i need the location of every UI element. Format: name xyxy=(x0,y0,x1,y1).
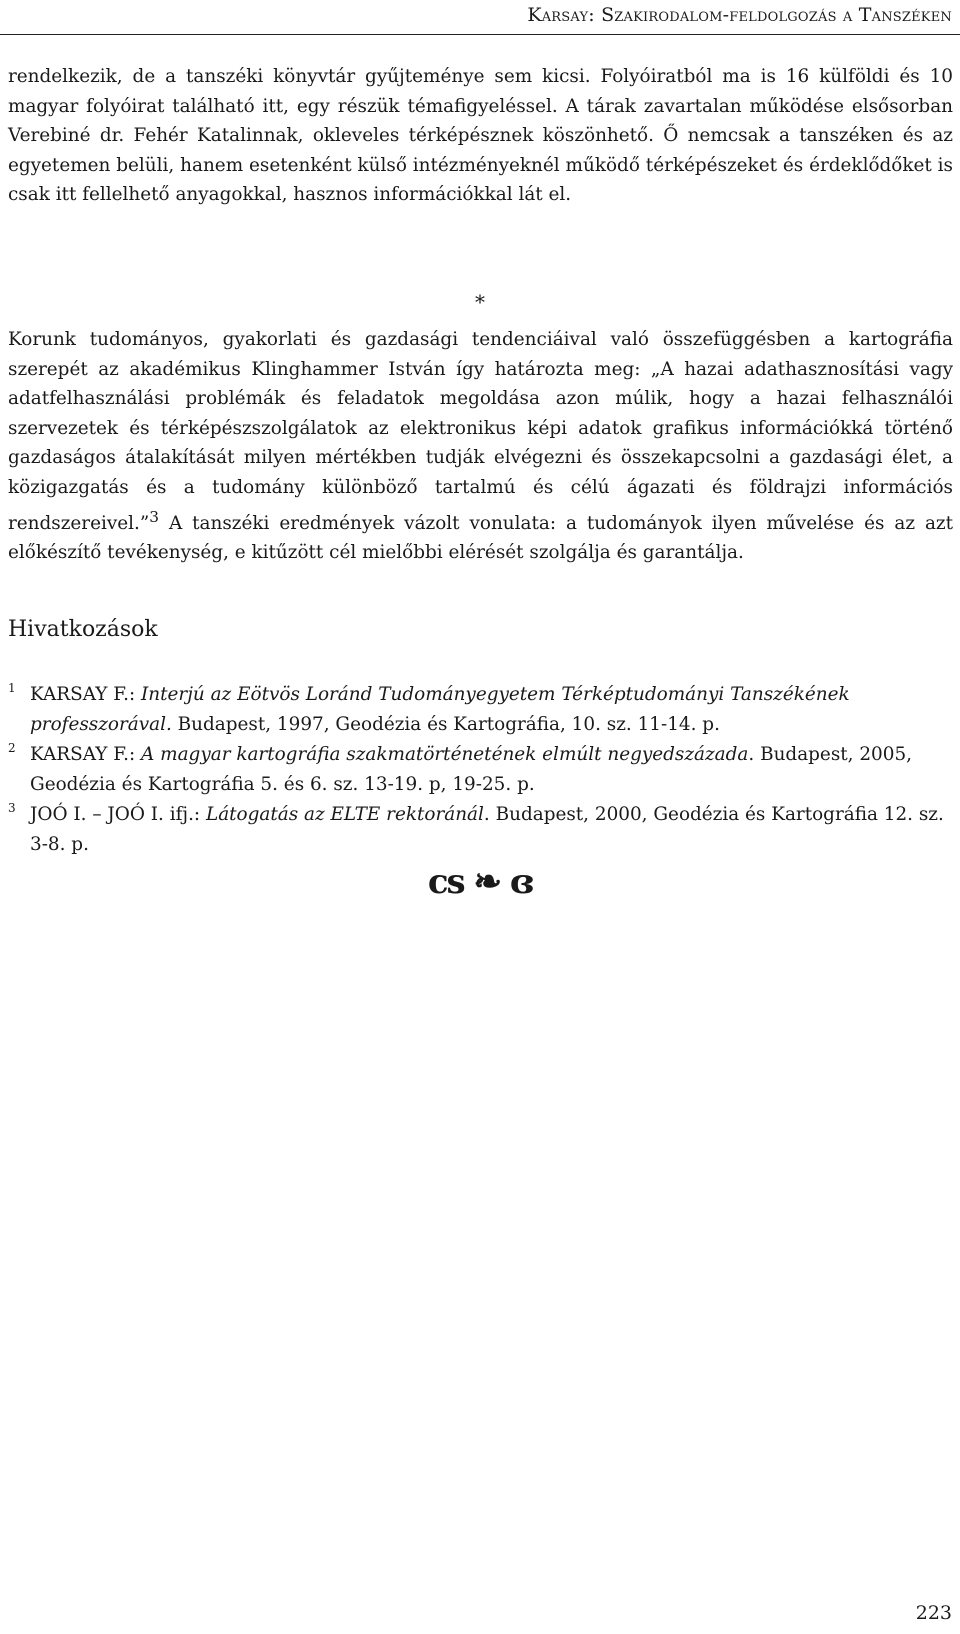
reference-number: 1 xyxy=(8,681,16,695)
reference-author: JOÓ I. – JOÓ I. ifj.: xyxy=(30,804,206,825)
ornament-flourish-icon: cs ❧ ɞ xyxy=(427,862,533,902)
reference-number: 3 xyxy=(8,801,16,815)
reference-title: Interjú az Eötvös Loránd Tudományegyetem Térképtudományi Tanszékének professzorával. xyxy=(30,684,850,735)
paragraph-continuation: rendelkezik, de a tanszéki könyvtár gyűjteménye sem kicsi. Folyóiratból ma is 16 külföldi és 10 magyar folyóirat található itt, egy részük témafigyeléssel. A tárak zavartalan működése elsősorban Verebiné dr. Fehér Katalinnak, okleveles térképésznek köszönhető. Ő nemcsak a tanszéken és az egyetemen belüli, hanem esetenként külső intézményeknél működő térképészeket és érdeklődőket is csak itt fellelhető anyagokkal, hasznos információkkal lát el. xyxy=(8,66,953,206)
reference-number: 2 xyxy=(8,741,16,755)
reference-title: Látogatás az ELTE rektoránál xyxy=(205,804,484,825)
reference-details: . Budapest, 2005, Geodézia és Kartográfia 5. és 6. sz. 13-19. p, 19-25. p. xyxy=(30,744,912,795)
reference-author: KARSAY F.: xyxy=(30,684,142,705)
paragraph-cartography xyxy=(8,325,953,568)
reference-details: Budapest, 1997, Geodézia és Kartográfia, 10. sz. 11-14. p. xyxy=(171,713,720,735)
footnote-marker: 3 xyxy=(149,507,160,526)
reference-item xyxy=(8,680,953,739)
reference-author: KARSAY F.: xyxy=(30,744,142,765)
reference-item xyxy=(8,800,953,859)
paragraph-cartography-tail: A tanszéki eredmények vázolt vonulata: a tudományok ilyen művelése és az azt előkészítő tevékenység, e kitűzött cél mielőbbi elérését szolgálja és garantálja. xyxy=(8,512,953,564)
reference-title: A magyar kartográfia szakmatörténetének elmúlt negyedszázada xyxy=(141,744,749,765)
reference-item xyxy=(8,740,953,799)
references-heading: Hivatkozások xyxy=(8,617,158,642)
reference-details: . Budapest, 2000, Geodézia és Kartográfia 12. sz. 3-8. p. xyxy=(30,804,944,855)
header-rule xyxy=(0,34,960,35)
paragraph-cartography-text: Korunk tudományos, gyakorlati és gazdasági tendenciáival való összefüggésben a kartográfia szerepét az akadémikus Klinghammer István így határozta meg: „A hazai adathasznosítási vagy adatfelhasználási problémák és feladatok megoldása azon múlik, hogy a hazai felhasználói szervezetek és térképészszolgálatok az elektronikus képi adatok grafikus információkká történő gazdaságos átalakítását milyen mértékben tudják elvégezni és összekapcsolni a gazdasági élet, a közigazgatás és a tudomány különböző tartalmú és célú ágazati és földrajzi információs rendszereivel.” xyxy=(8,329,953,534)
section-separator: * xyxy=(475,290,485,314)
page-number: 223 xyxy=(915,1602,952,1624)
running-header: Karsay: Szakirodalom-feldolgozás a Tanszéken xyxy=(527,4,952,26)
